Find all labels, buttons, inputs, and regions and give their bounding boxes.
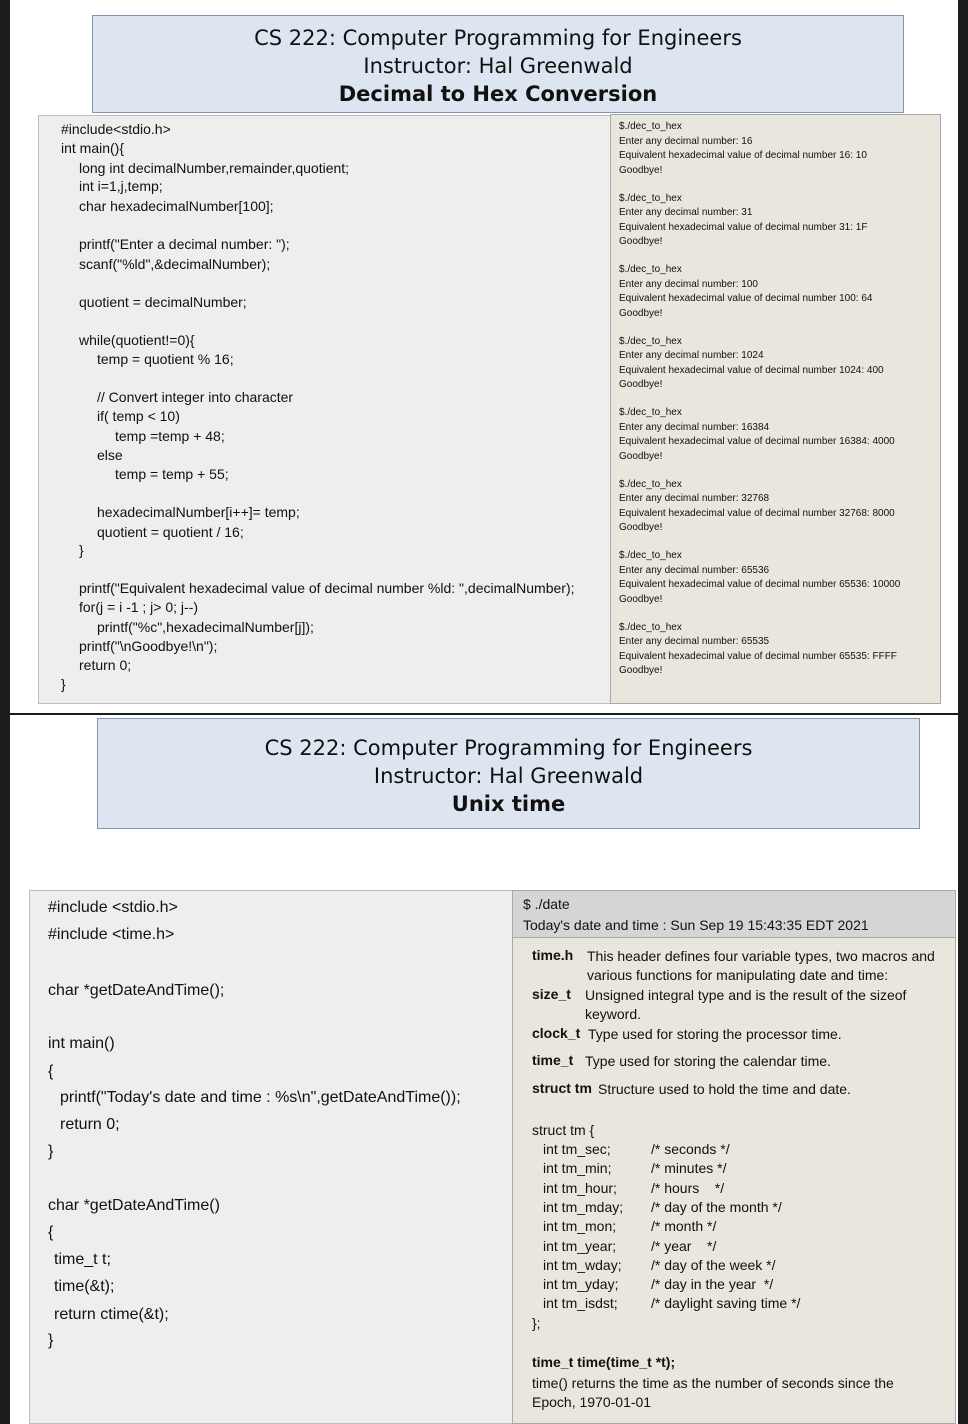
code-line: char *getDateAndTime();: [48, 982, 225, 999]
code-line: else: [97, 447, 123, 463]
struct-field-comment: /* month */: [651, 1218, 717, 1235]
terminal-line: $./dec_to_hex: [619, 121, 682, 132]
code-line: printf("%c",hexadecimalNumber[j]);: [97, 619, 314, 635]
code-line: time_t t;: [54, 1251, 111, 1268]
slide-title: Decimal to Hex Conversion: [338, 82, 658, 106]
terminal-line: Equivalent hexadecimal value of decimal number 16: 10: [619, 150, 867, 161]
struct-field: int tm_yday;: [543, 1276, 619, 1293]
terminal-line: Equivalent hexadecimal value of decimal number 1024: 400: [619, 364, 884, 376]
definition-description: Structure used to hold the time and date.: [598, 1081, 851, 1097]
function-signature: time_t time(time_t *t);: [532, 1354, 676, 1370]
terminal-line: Equivalent hexadecimal value of decimal number 32768: 8000: [619, 507, 895, 519]
terminal-output-panel: [610, 114, 941, 704]
code-line: printf("Today's date and time : %s\n",getDateAndTime());: [60, 1089, 461, 1106]
code-line: printf("Equivalent hexadecimal value of decimal number %ld: ",decimalNumber);: [79, 580, 575, 596]
code-line: int main(){: [61, 140, 125, 156]
terminal-line: $./dec_to_hex: [619, 478, 682, 490]
code-line: quotient = decimalNumber;: [79, 294, 247, 310]
struct-field-comment: /* day of the week */: [651, 1256, 776, 1273]
struct-field: int tm_wday;: [543, 1256, 622, 1273]
definition-term: struct tm: [532, 1080, 592, 1096]
struct-field-comment: /* day of the month */: [651, 1198, 782, 1215]
terminal-line: $./dec_to_hex: [619, 192, 682, 204]
terminal-line: Equivalent hexadecimal value of decimal number 16384: 4000: [619, 436, 895, 447]
struct-open: struct tm {: [532, 1122, 595, 1138]
terminal-line: Enter any decimal number: 100: [619, 278, 758, 290]
terminal-line: Goodbye!: [619, 665, 663, 676]
terminal-line: Goodbye!: [619, 450, 663, 462]
terminal-line: Enter any decimal number: 65535: [619, 636, 770, 647]
course-title: CS 222: Computer Programming for Engineers: [254, 26, 742, 50]
code-line: temp = temp + 55;: [115, 466, 229, 482]
struct-field: int tm_isdst;: [543, 1295, 618, 1312]
instructor-name: Instructor: Hal Greenwald: [363, 54, 633, 78]
terminal-line: Enter any decimal number: 32768: [619, 493, 770, 504]
code-line: #include <time.h>: [48, 926, 175, 943]
terminal-prompt: $ ./date: [523, 896, 570, 912]
struct-field: int tm_year;: [543, 1237, 617, 1254]
terminal-line: Goodbye!: [619, 307, 663, 319]
terminal-line: Enter any decimal number: 31: [619, 207, 753, 218]
code-line: int main(): [48, 1035, 115, 1052]
instructor-name: Instructor: Hal Greenwald: [373, 764, 644, 788]
terminal-line: $./dec_to_hex: [619, 550, 682, 561]
code-line: }: [48, 1143, 54, 1160]
terminal-line: Enter any decimal number: 16: [619, 135, 753, 147]
code-line: #include <stdio.h>: [48, 899, 178, 916]
definition-term: clock_t: [532, 1025, 581, 1041]
terminal-line: Goodbye!: [619, 164, 663, 176]
struct-field: int tm_min;: [543, 1160, 612, 1177]
terminal-date-output: Today's date and time : Sun Sep 19 15:43:35 EDT 2021: [523, 917, 869, 933]
slide-header: [97, 718, 920, 829]
terminal-line: $./dec_to_hex: [619, 621, 682, 633]
struct-field-comment: /* hours */: [651, 1179, 725, 1196]
code-line: #include<stdio.h>: [61, 121, 171, 137]
terminal-line: $./dec_to_hex: [619, 335, 682, 347]
terminal-line: Equivalent hexadecimal value of decimal number 65535: FFFF: [619, 650, 897, 662]
slide-unix-time: [10, 715, 958, 1424]
definition-term: size_t: [532, 986, 571, 1002]
terminal-line: Enter any decimal number: 16384: [619, 421, 770, 433]
code-line: printf("Enter a decimal number: ");: [79, 236, 290, 252]
code-line: scanf("%ld",&decimalNumber);: [79, 256, 271, 272]
definition-description: Type used for storing the processor time.: [588, 1026, 842, 1042]
terminal-line: Equivalent hexadecimal value of decimal number 65536: 10000: [619, 579, 901, 590]
struct-field-comment: /* minutes */: [651, 1160, 727, 1177]
definition-description: Type used for storing the calendar time.: [585, 1053, 831, 1069]
terminal-line: Goodbye!: [619, 379, 663, 390]
struct-close: };: [532, 1315, 541, 1331]
struct-field: int tm_hour;: [543, 1179, 617, 1196]
code-line: {: [48, 1224, 54, 1241]
code-line: return 0;: [60, 1116, 120, 1133]
terminal-line: $./dec_to_hex: [619, 407, 682, 418]
slide-title: Unix time: [451, 792, 566, 816]
code-line: temp =temp + 48;: [115, 428, 225, 444]
struct-field-comment: /* year */: [651, 1237, 717, 1254]
definition-description: This header defines four variable types, two macros and various functions for manipulating date and time:: [587, 948, 935, 983]
terminal-line: Enter any decimal number: 1024: [619, 350, 764, 361]
code-line: // Convert integer into character: [97, 389, 294, 405]
code-line: temp = quotient % 16;: [97, 351, 234, 367]
definition-term: time_t: [532, 1052, 574, 1068]
struct-field-comment: /* daylight saving time */: [651, 1295, 801, 1312]
code-line: return 0;: [79, 657, 132, 673]
slide-decimal-to-hex: [10, 0, 958, 713]
terminal-and-notes-panel: [512, 890, 956, 1424]
definition-term: time.h: [532, 947, 574, 963]
terminal-output: [513, 891, 955, 938]
code-line: while(quotient!=0){: [79, 332, 195, 348]
code-line: if( temp < 10): [97, 408, 180, 424]
struct-field-comment: /* seconds */: [651, 1141, 730, 1157]
code-line: printf("\nGoodbye!\n");: [79, 638, 218, 654]
code-line: quotient = quotient / 16;: [97, 524, 244, 540]
struct-field-comment: /* day in the year */: [651, 1276, 774, 1293]
code-line: hexadecimalNumber[i++]= temp;: [97, 504, 300, 520]
struct-field: int tm_mday;: [543, 1198, 624, 1215]
terminal-line: Goodbye!: [619, 236, 663, 247]
code-line: char *getDateAndTime(): [48, 1197, 220, 1214]
code-line: int i=1,j,temp;: [79, 178, 163, 194]
code-line: char hexadecimalNumber[100];: [79, 198, 274, 214]
code-panel: [38, 115, 611, 704]
code-line: for(j = i -1 ; j> 0; j--): [79, 599, 199, 615]
terminal-line: Enter any decimal number: 65536: [619, 564, 770, 576]
code-line: {: [48, 1063, 54, 1080]
code-line: }: [61, 676, 66, 692]
code-line: return ctime(&t);: [54, 1306, 169, 1323]
code-line: time(&t);: [54, 1278, 115, 1295]
course-title: CS 222: Computer Programming for Engineers: [264, 736, 753, 760]
slide-header: [92, 15, 904, 113]
struct-field: int tm_sec;: [543, 1141, 611, 1157]
code-line: long int decimalNumber,remainder,quotient;: [79, 160, 350, 176]
function-description: time() returns the time as the number of seconds since the Epoch, 1970-01-01: [532, 1375, 894, 1410]
terminal-line: Equivalent hexadecimal value of decimal number 100: 64: [619, 293, 873, 304]
code-line: }: [79, 542, 84, 558]
terminal-line: Goodbye!: [619, 593, 663, 605]
struct-field: int tm_mon;: [543, 1218, 617, 1235]
code-line: }: [48, 1332, 54, 1349]
terminal-line: Goodbye!: [619, 522, 663, 533]
definition-description: Unsigned integral type and is the result of the sizeof keyword.: [585, 987, 907, 1022]
terminal-line: Equivalent hexadecimal value of decimal number 31: 1F: [619, 221, 868, 233]
terminal-line: $./dec_to_hex: [619, 264, 682, 275]
code-panel: [29, 890, 513, 1424]
